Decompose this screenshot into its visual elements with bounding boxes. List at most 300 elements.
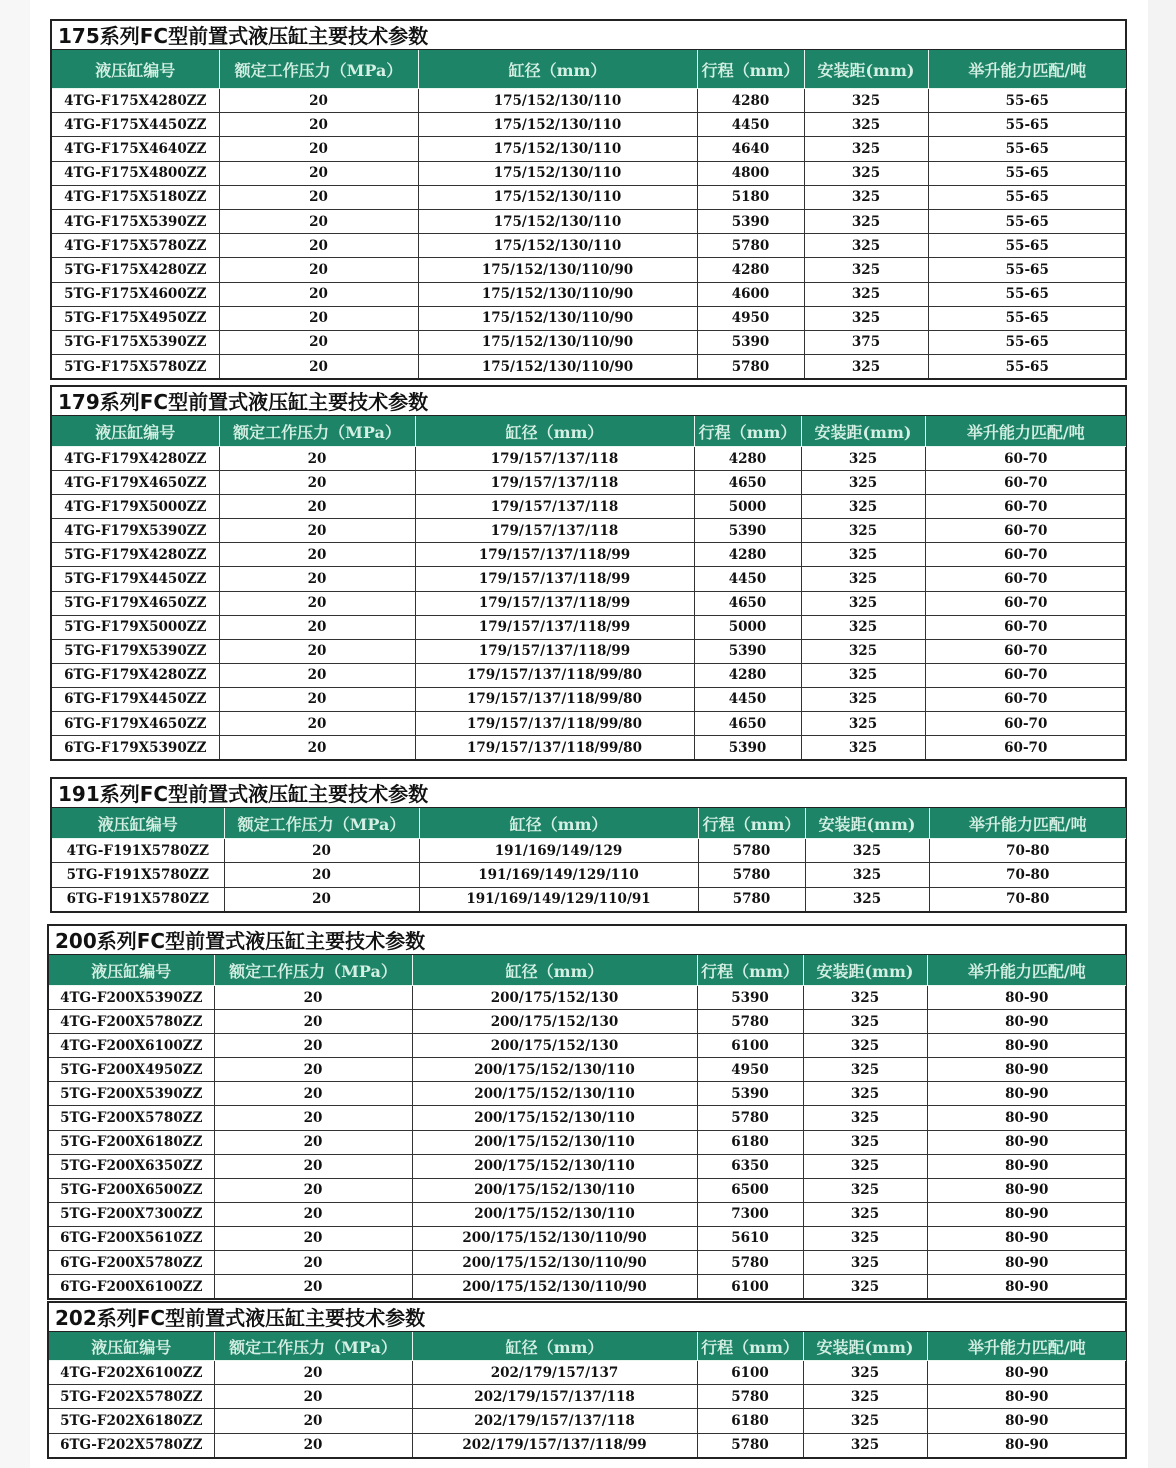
mount-distance-cell: 325 <box>803 1106 927 1130</box>
table-row <box>52 471 1126 495</box>
table-row <box>49 1251 1126 1275</box>
bore-cell: 179/157/137/118 <box>415 519 694 543</box>
mount-distance-cell: 325 <box>801 567 925 591</box>
bore-cell: 179/157/137/118/99/80 <box>415 736 694 760</box>
lift-capacity-cell: 80-90 <box>927 1178 1126 1202</box>
bore-cell: 200/175/152/130 <box>412 986 697 1010</box>
stroke-cell: 5000 <box>694 615 801 639</box>
rated-pressure-cell: 20 <box>219 615 415 639</box>
lift-capacity-cell: 80-90 <box>927 1433 1126 1457</box>
cylinder-number-cell: 5TG-F200X7300ZZ <box>49 1202 214 1226</box>
mount-distance-cell: 325 <box>801 519 925 543</box>
cylinder-number-cell: 4TG-F179X5000ZZ <box>52 495 219 519</box>
rated-pressure-cell: 20 <box>214 1275 412 1299</box>
rated-pressure-cell: 20 <box>219 663 415 687</box>
table-row <box>52 663 1126 687</box>
rated-pressure-cell: 20 <box>214 1106 412 1130</box>
table-row <box>49 1034 1126 1058</box>
rated-pressure-cell: 20 <box>224 863 419 887</box>
lift-capacity-cell: 60-70 <box>925 471 1126 495</box>
table-row <box>49 1058 1126 1082</box>
lift-capacity-cell: 80-90 <box>927 1010 1126 1034</box>
bore-cell: 179/157/137/118/99 <box>415 591 694 615</box>
bore-cell: 200/175/152/130 <box>412 1010 697 1034</box>
col-rated-pressure-header: 额定工作压力（MPa） <box>214 1332 412 1361</box>
stroke-cell: 5780 <box>697 1106 803 1130</box>
stroke-cell: 4640 <box>697 137 804 161</box>
rated-pressure-cell: 20 <box>214 1226 412 1250</box>
table-row <box>49 1154 1126 1178</box>
table-row <box>52 113 1126 137</box>
lift-capacity-cell: 55-65 <box>928 258 1126 282</box>
mount-distance-cell: 325 <box>803 1034 927 1058</box>
spec-section <box>50 777 1127 913</box>
mount-distance-cell: 325 <box>804 137 928 161</box>
rated-pressure-cell: 20 <box>224 839 419 863</box>
cylinder-number-cell: 5TG-F200X4950ZZ <box>49 1058 214 1082</box>
rated-pressure-cell: 20 <box>219 495 415 519</box>
cylinder-number-cell: 6TG-F179X4280ZZ <box>52 663 219 687</box>
bore-cell: 202/179/157/137/118 <box>412 1385 697 1409</box>
col-mount-distance-header: 安装距(mm) <box>804 50 928 89</box>
spec-table <box>52 50 1126 378</box>
lift-capacity-cell: 80-90 <box>927 1058 1126 1082</box>
bore-cell: 175/152/130/110 <box>418 137 697 161</box>
spec-section <box>50 19 1127 380</box>
table-row <box>52 519 1126 543</box>
cylinder-number-cell: 5TG-F175X5390ZZ <box>52 330 219 354</box>
cylinder-number-cell: 5TG-F179X5000ZZ <box>52 615 219 639</box>
rated-pressure-cell: 20 <box>214 1010 412 1034</box>
bore-cell: 200/175/152/130/110 <box>412 1130 697 1154</box>
cylinder-number-cell: 4TG-F200X5390ZZ <box>49 986 214 1010</box>
rated-pressure-cell: 20 <box>219 234 418 258</box>
spec-table <box>52 808 1126 911</box>
lift-capacity-cell: 60-70 <box>925 543 1126 567</box>
page-edge-left <box>0 0 30 1468</box>
cylinder-number-cell: 6TG-F200X5610ZZ <box>49 1226 214 1250</box>
rated-pressure-cell: 20 <box>214 1178 412 1202</box>
cylinder-number-cell: 6TG-F191X5780ZZ <box>52 887 224 911</box>
lift-capacity-cell: 55-65 <box>928 234 1126 258</box>
rated-pressure-cell: 20 <box>214 1154 412 1178</box>
lift-capacity-cell: 60-70 <box>925 687 1126 711</box>
bore-cell: 175/152/130/110 <box>418 185 697 209</box>
table-row <box>49 986 1126 1010</box>
table-row <box>52 330 1126 354</box>
lift-capacity-cell: 80-90 <box>927 1226 1126 1250</box>
header-row <box>52 416 1126 447</box>
bore-cell: 200/175/152/130/110 <box>412 1178 697 1202</box>
mount-distance-cell: 325 <box>801 736 925 760</box>
section-title: 179系列FC型前置式液压缸主要技术参数 <box>52 387 1125 416</box>
lift-capacity-cell: 60-70 <box>925 663 1126 687</box>
cylinder-number-cell: 4TG-F175X5180ZZ <box>52 185 219 209</box>
lift-capacity-cell: 80-90 <box>927 1034 1126 1058</box>
stroke-cell: 5000 <box>694 495 801 519</box>
bore-cell: 179/157/137/118 <box>415 447 694 471</box>
col-mount-distance-header: 安装距(mm) <box>803 955 927 986</box>
rated-pressure-cell: 20 <box>214 1058 412 1082</box>
rated-pressure-cell: 20 <box>219 471 415 495</box>
cylinder-number-cell: 5TG-F202X6180ZZ <box>49 1409 214 1433</box>
bore-cell: 200/175/152/130/110 <box>412 1154 697 1178</box>
mount-distance-cell: 325 <box>803 986 927 1010</box>
stroke-cell: 4450 <box>694 567 801 591</box>
stroke-cell: 4280 <box>694 663 801 687</box>
mount-distance-cell: 325 <box>801 543 925 567</box>
stroke-cell: 5780 <box>698 839 805 863</box>
stroke-cell: 5390 <box>697 986 803 1010</box>
cylinder-number-cell: 5TG-F179X4450ZZ <box>52 567 219 591</box>
cylinder-number-cell: 5TG-F175X4600ZZ <box>52 282 219 306</box>
bore-cell: 202/179/157/137 <box>412 1361 697 1385</box>
rated-pressure-cell: 20 <box>219 447 415 471</box>
header-row <box>52 50 1126 89</box>
cylinder-number-cell: 4TG-F175X4800ZZ <box>52 161 219 185</box>
table-row <box>52 839 1126 863</box>
cylinder-number-cell: 6TG-F200X6100ZZ <box>49 1275 214 1299</box>
table-row <box>52 306 1126 330</box>
stroke-cell: 4650 <box>694 471 801 495</box>
mount-distance-cell: 325 <box>803 1178 927 1202</box>
table-row <box>49 1226 1126 1250</box>
mount-distance-cell: 325 <box>801 687 925 711</box>
lift-capacity-cell: 80-90 <box>927 1154 1126 1178</box>
table-row <box>52 137 1126 161</box>
lift-capacity-cell: 60-70 <box>925 519 1126 543</box>
rated-pressure-cell: 20 <box>214 1130 412 1154</box>
stroke-cell: 5780 <box>697 1385 803 1409</box>
lift-capacity-cell: 80-90 <box>927 986 1126 1010</box>
rated-pressure-cell: 20 <box>214 1433 412 1457</box>
cylinder-number-cell: 4TG-F175X4450ZZ <box>52 113 219 137</box>
table-row <box>49 1106 1126 1130</box>
cylinder-number-cell: 5TG-F179X4280ZZ <box>52 543 219 567</box>
cylinder-number-cell: 5TG-F175X4950ZZ <box>52 306 219 330</box>
mount-distance-cell: 325 <box>803 1010 927 1034</box>
mount-distance-cell: 325 <box>803 1409 927 1433</box>
table-row <box>49 1010 1126 1034</box>
mount-distance-cell: 325 <box>805 839 929 863</box>
table-row <box>52 447 1126 471</box>
lift-capacity-cell: 55-65 <box>928 209 1126 233</box>
stroke-cell: 5780 <box>697 234 804 258</box>
mount-distance-cell: 325 <box>804 306 928 330</box>
mount-distance-cell: 325 <box>803 1082 927 1106</box>
spec-table <box>49 1332 1126 1457</box>
stroke-cell: 4450 <box>694 687 801 711</box>
bore-cell: 175/152/130/110 <box>418 234 697 258</box>
rated-pressure-cell: 20 <box>219 567 415 591</box>
bore-cell: 175/152/130/110/90 <box>418 282 697 306</box>
stroke-cell: 6100 <box>697 1275 803 1299</box>
col-bore-header: 缸径（mm） <box>415 416 694 447</box>
mount-distance-cell: 375 <box>804 330 928 354</box>
table-row <box>52 712 1126 736</box>
cylinder-number-cell: 5TG-F175X4280ZZ <box>52 258 219 282</box>
stroke-cell: 6100 <box>697 1034 803 1058</box>
mount-distance-cell: 325 <box>801 495 925 519</box>
mount-distance-cell: 325 <box>801 591 925 615</box>
mount-distance-cell: 325 <box>803 1130 927 1154</box>
bore-cell: 179/157/137/118/99/80 <box>415 712 694 736</box>
stroke-cell: 5780 <box>697 1251 803 1275</box>
mount-distance-cell: 325 <box>801 639 925 663</box>
lift-capacity-cell: 80-90 <box>927 1106 1126 1130</box>
mount-distance-cell: 325 <box>804 282 928 306</box>
rated-pressure-cell: 20 <box>219 185 418 209</box>
cylinder-number-cell: 4TG-F200X5780ZZ <box>49 1010 214 1034</box>
mount-distance-cell: 325 <box>803 1058 927 1082</box>
cylinder-number-cell: 5TG-F200X5390ZZ <box>49 1082 214 1106</box>
stroke-cell: 4280 <box>697 258 804 282</box>
mount-distance-cell: 325 <box>801 615 925 639</box>
rated-pressure-cell: 20 <box>219 113 418 137</box>
col-stroke-header: 行程（mm） <box>697 50 804 89</box>
rated-pressure-cell: 20 <box>214 986 412 1010</box>
stroke-cell: 6180 <box>697 1409 803 1433</box>
lift-capacity-cell: 55-65 <box>928 161 1126 185</box>
rated-pressure-cell: 20 <box>219 209 418 233</box>
lift-capacity-cell: 80-90 <box>927 1251 1126 1275</box>
mount-distance-cell: 325 <box>801 471 925 495</box>
rated-pressure-cell: 20 <box>219 330 418 354</box>
table-row <box>49 1202 1126 1226</box>
spec-section <box>50 385 1127 761</box>
table-row <box>49 1275 1126 1299</box>
bore-cell: 191/169/149/129 <box>419 839 698 863</box>
rated-pressure-cell: 20 <box>214 1251 412 1275</box>
header-row <box>49 1332 1126 1361</box>
rated-pressure-cell: 20 <box>219 591 415 615</box>
stroke-cell: 4650 <box>694 591 801 615</box>
lift-capacity-cell: 55-65 <box>928 330 1126 354</box>
col-lift-capacity-header: 举升能力匹配/吨 <box>929 808 1126 839</box>
cylinder-number-cell: 4TG-F179X4280ZZ <box>52 447 219 471</box>
stroke-cell: 5780 <box>697 1010 803 1034</box>
bore-cell: 179/157/137/118/99/80 <box>415 663 694 687</box>
col-mount-distance-header: 安装距(mm) <box>801 416 925 447</box>
stroke-cell: 6500 <box>697 1178 803 1202</box>
lift-capacity-cell: 70-80 <box>929 863 1126 887</box>
bore-cell: 175/152/130/110/90 <box>418 258 697 282</box>
bore-cell: 175/152/130/110 <box>418 113 697 137</box>
col-lift-capacity-header: 举升能力匹配/吨 <box>927 1332 1126 1361</box>
stroke-cell: 4280 <box>694 447 801 471</box>
mount-distance-cell: 325 <box>803 1361 927 1385</box>
table-row <box>52 185 1126 209</box>
cylinder-number-cell: 6TG-F200X5780ZZ <box>49 1251 214 1275</box>
stroke-cell: 4650 <box>694 712 801 736</box>
stroke-cell: 5390 <box>694 639 801 663</box>
lift-capacity-cell: 55-65 <box>928 282 1126 306</box>
table-row <box>49 1433 1126 1457</box>
bore-cell: 179/157/137/118/99 <box>415 567 694 591</box>
lift-capacity-cell: 55-65 <box>928 185 1126 209</box>
cylinder-number-cell: 5TG-F179X5390ZZ <box>52 639 219 663</box>
mount-distance-cell: 325 <box>804 161 928 185</box>
col-lift-capacity-header: 举升能力匹配/吨 <box>925 416 1126 447</box>
col-stroke-header: 行程（mm） <box>697 1332 803 1361</box>
col-rated-pressure-header: 额定工作压力（MPa） <box>214 955 412 986</box>
table-row <box>49 1385 1126 1409</box>
cylinder-number-cell: 6TG-F179X4650ZZ <box>52 712 219 736</box>
spec-section <box>47 924 1127 1300</box>
col-mount-distance-header: 安装距(mm) <box>805 808 929 839</box>
table-row <box>49 1082 1126 1106</box>
spec-table <box>49 955 1126 1298</box>
lift-capacity-cell: 60-70 <box>925 639 1126 663</box>
bore-cell: 175/152/130/110/90 <box>418 306 697 330</box>
col-bore-header: 缸径（mm） <box>418 50 697 89</box>
bore-cell: 179/157/137/118/99 <box>415 543 694 567</box>
col-lift-capacity-header: 举升能力匹配/吨 <box>928 50 1126 89</box>
rated-pressure-cell: 20 <box>219 282 418 306</box>
col-cylinder-number-header: 液压缸编号 <box>49 955 214 986</box>
bore-cell: 202/179/157/137/118 <box>412 1409 697 1433</box>
bore-cell: 200/175/152/130 <box>412 1034 697 1058</box>
bore-cell: 200/175/152/130/110 <box>412 1058 697 1082</box>
table-row <box>52 234 1126 258</box>
rated-pressure-cell: 20 <box>219 687 415 711</box>
table-row <box>52 258 1126 282</box>
table-row <box>52 355 1126 379</box>
table-row <box>52 282 1126 306</box>
col-stroke-header: 行程（mm） <box>698 808 805 839</box>
mount-distance-cell: 325 <box>804 185 928 209</box>
rated-pressure-cell: 20 <box>214 1409 412 1433</box>
rated-pressure-cell: 20 <box>219 137 418 161</box>
table-row <box>52 863 1126 887</box>
mount-distance-cell: 325 <box>805 887 929 911</box>
lift-capacity-cell: 55-65 <box>928 137 1126 161</box>
rated-pressure-cell: 20 <box>219 543 415 567</box>
section-title: 191系列FC型前置式液压缸主要技术参数 <box>52 779 1125 808</box>
table-row <box>52 495 1126 519</box>
col-cylinder-number-header: 液压缸编号 <box>52 416 219 447</box>
table-row <box>52 736 1126 760</box>
lift-capacity-cell: 70-80 <box>929 887 1126 911</box>
cylinder-number-cell: 6TG-F179X4450ZZ <box>52 687 219 711</box>
lift-capacity-cell: 80-90 <box>927 1385 1126 1409</box>
cylinder-number-cell: 5TG-F200X6500ZZ <box>49 1178 214 1202</box>
mount-distance-cell: 325 <box>803 1251 927 1275</box>
cylinder-number-cell: 5TG-F191X5780ZZ <box>52 863 224 887</box>
table-row <box>52 209 1126 233</box>
bore-cell: 179/157/137/118/99 <box>415 615 694 639</box>
col-bore-header: 缸径（mm） <box>419 808 698 839</box>
lift-capacity-cell: 55-65 <box>928 306 1126 330</box>
cylinder-number-cell: 4TG-F179X5390ZZ <box>52 519 219 543</box>
table-row <box>52 887 1126 911</box>
col-bore-header: 缸径（mm） <box>412 1332 697 1361</box>
bore-cell: 179/157/137/118/99/80 <box>415 687 694 711</box>
table-row <box>49 1178 1126 1202</box>
mount-distance-cell: 325 <box>803 1154 927 1178</box>
table-row <box>49 1130 1126 1154</box>
lift-capacity-cell: 80-90 <box>927 1202 1126 1226</box>
cylinder-number-cell: 4TG-F191X5780ZZ <box>52 839 224 863</box>
lift-capacity-cell: 80-90 <box>927 1130 1126 1154</box>
rated-pressure-cell: 20 <box>214 1082 412 1106</box>
stroke-cell: 5390 <box>697 1082 803 1106</box>
col-bore-header: 缸径（mm） <box>412 955 697 986</box>
header-row <box>49 955 1126 986</box>
rated-pressure-cell: 20 <box>219 712 415 736</box>
mount-distance-cell: 325 <box>804 258 928 282</box>
rated-pressure-cell: 20 <box>219 736 415 760</box>
bore-cell: 175/152/130/110/90 <box>418 355 697 379</box>
mount-distance-cell: 325 <box>801 447 925 471</box>
spec-table <box>52 416 1126 759</box>
bore-cell: 200/175/152/130/110 <box>412 1202 697 1226</box>
cylinder-number-cell: 4TG-F175X5390ZZ <box>52 209 219 233</box>
section-title: 202系列FC型前置式液压缸主要技术参数 <box>49 1303 1125 1332</box>
stroke-cell: 5180 <box>697 185 804 209</box>
mount-distance-cell: 325 <box>804 234 928 258</box>
bore-cell: 179/157/137/118 <box>415 495 694 519</box>
page-edge-right <box>1148 0 1176 1468</box>
bore-cell: 175/152/130/110 <box>418 161 697 185</box>
cylinder-number-cell: 4TG-F175X4280ZZ <box>52 89 219 113</box>
lift-capacity-cell: 70-80 <box>929 839 1126 863</box>
col-cylinder-number-header: 液压缸编号 <box>52 50 219 89</box>
stroke-cell: 4280 <box>694 543 801 567</box>
table-row <box>52 161 1126 185</box>
bore-cell: 191/169/149/129/110/91 <box>419 887 698 911</box>
bore-cell: 200/175/152/130/110/90 <box>412 1251 697 1275</box>
mount-distance-cell: 325 <box>805 863 929 887</box>
table-row <box>52 567 1126 591</box>
bore-cell: 202/179/157/137/118/99 <box>412 1433 697 1457</box>
cylinder-number-cell: 4TG-F175X5780ZZ <box>52 234 219 258</box>
bore-cell: 179/157/137/118 <box>415 471 694 495</box>
spec-section <box>47 1301 1127 1459</box>
rated-pressure-cell: 20 <box>219 519 415 543</box>
col-cylinder-number-header: 液压缸编号 <box>52 808 224 839</box>
header-row <box>52 808 1126 839</box>
rated-pressure-cell: 20 <box>219 161 418 185</box>
cylinder-number-cell: 5TG-F200X6350ZZ <box>49 1154 214 1178</box>
mount-distance-cell: 325 <box>804 355 928 379</box>
stroke-cell: 4950 <box>697 1058 803 1082</box>
cylinder-number-cell: 4TG-F202X6100ZZ <box>49 1361 214 1385</box>
bore-cell: 175/152/130/110 <box>418 209 697 233</box>
stroke-cell: 4800 <box>697 161 804 185</box>
cylinder-number-cell: 5TG-F200X6180ZZ <box>49 1130 214 1154</box>
mount-distance-cell: 325 <box>804 209 928 233</box>
cylinder-number-cell: 5TG-F200X5780ZZ <box>49 1106 214 1130</box>
rated-pressure-cell: 20 <box>219 355 418 379</box>
bore-cell: 175/152/130/110 <box>418 89 697 113</box>
cylinder-number-cell: 5TG-F175X5780ZZ <box>52 355 219 379</box>
lift-capacity-cell: 60-70 <box>925 712 1126 736</box>
mount-distance-cell: 325 <box>801 712 925 736</box>
stroke-cell: 5780 <box>698 887 805 911</box>
stroke-cell: 5780 <box>697 355 804 379</box>
mount-distance-cell: 325 <box>803 1226 927 1250</box>
table-row <box>52 639 1126 663</box>
bore-cell: 175/152/130/110/90 <box>418 330 697 354</box>
lift-capacity-cell: 55-65 <box>928 113 1126 137</box>
stroke-cell: 6180 <box>697 1130 803 1154</box>
mount-distance-cell: 325 <box>803 1202 927 1226</box>
stroke-cell: 5780 <box>697 1433 803 1457</box>
bore-cell: 200/175/152/130/110/90 <box>412 1275 697 1299</box>
cylinder-number-cell: 4TG-F179X4650ZZ <box>52 471 219 495</box>
mount-distance-cell: 325 <box>803 1433 927 1457</box>
